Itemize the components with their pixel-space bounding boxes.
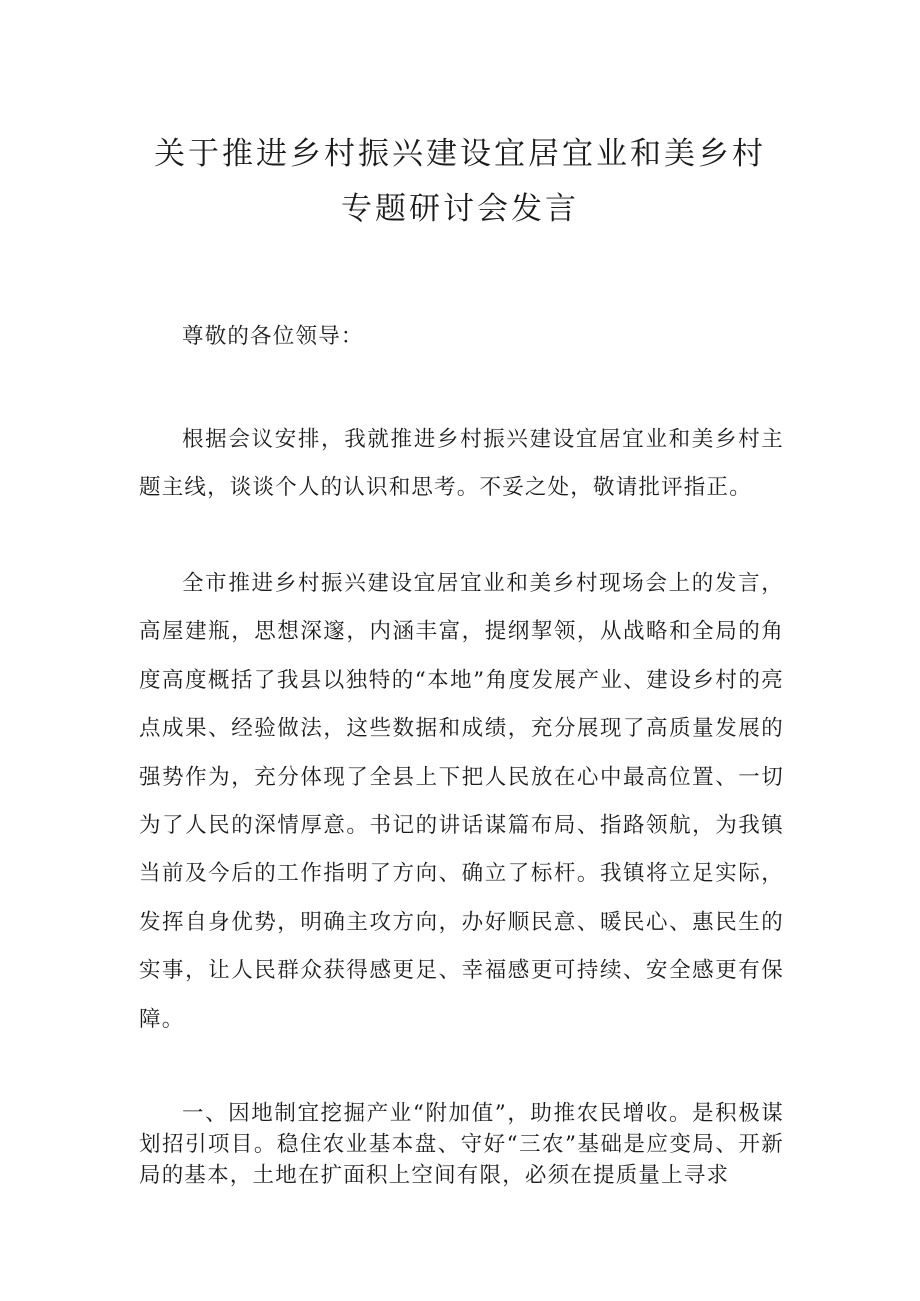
salutation: 尊敬的各位领导： <box>182 324 364 349</box>
document-title-line-1: 关于推进乡村振兴建设宜居宜业和美乡村 <box>154 136 766 172</box>
paragraph-intro: 根据会议安排，我就推进乡村振兴建设宜居宜业和美乡村主题主线，谈谈个人的认识和思考。不妥之处，敬请批评指正。 <box>139 427 784 500</box>
document-title-line-2: 专题研讨会发言 <box>341 191 579 227</box>
paragraph-main: 全市推进乡村振兴建设宜居宜业和美乡村现场会上的发言，高屋建瓶，思想深邃，内涵丰富，提纲挈领，从战略和全局的角度高度概括了我县以独特的“本地”角度发展产业、建设乡村的亮点成果、经验做法，这些数据和成绩，充分展现了高质量发展的强势作为，充分体现了全县上下把人民放在心中最高位置、一切为了人民的深情厚意。书记的讲话谋篇布局、指路领航，为我镇当前及今后的工作指明了方向、确立了标杆。我镇将立足实际，发挥自身优势，明确主攻方向，办好顺民意、暖民心、惠民生的实事，让人民群众获得感更足、幸福感更可持续、安全感更有保障。 <box>139 571 784 1032</box>
paragraph-section-one: 一、因地制宜挖掘产业“附加值”，助推农民增收。是积极谋划招引项目。稳住农业基本盘、守好“三农”基础是应变局、开新局的基本，土地在扩面积上空间有限，必须在提质量上寻求 <box>139 1101 784 1188</box>
